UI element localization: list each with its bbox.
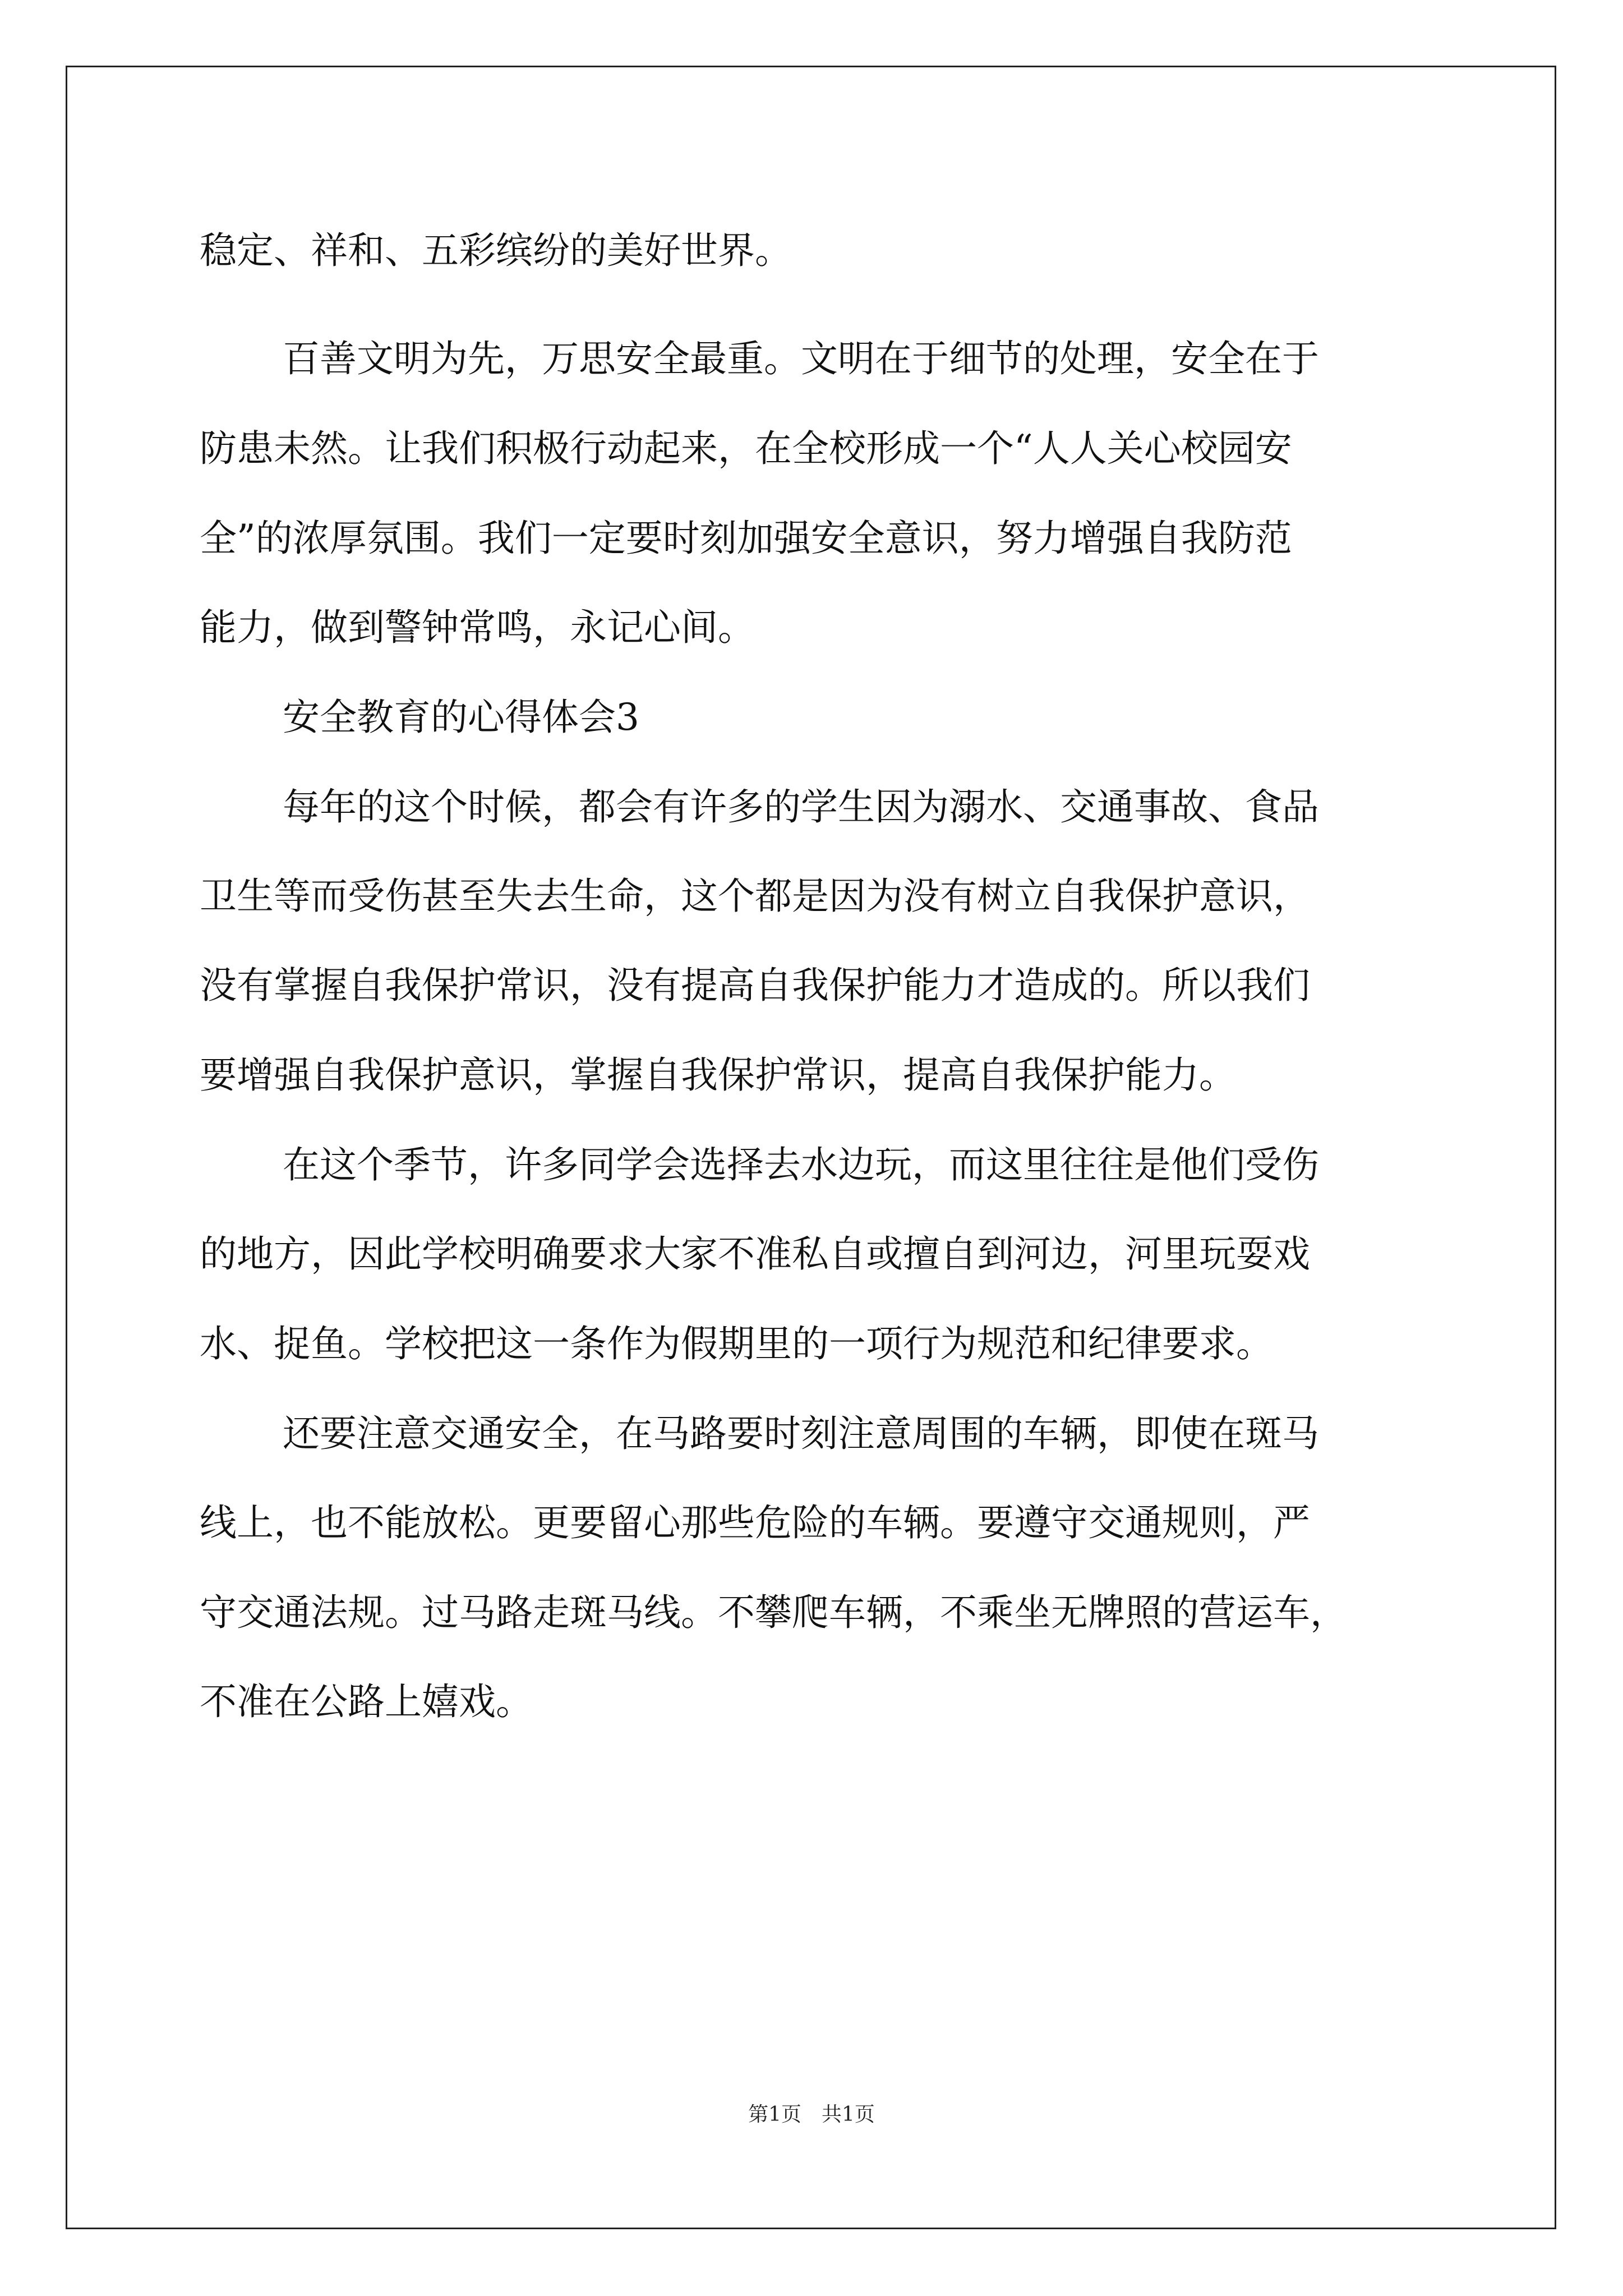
paragraph-line: 线上，也不能放松。更要留心那些危险的车辆。要遵守交通规则，严	[200, 1501, 1310, 1544]
paragraph-line: 防患未然。让我们积极行动起来，在全校形成一个“人人关心校园安	[200, 427, 1292, 470]
page-footer	[0, 2104, 1623, 2126]
page-number-label: 第1页 共1页	[748, 2103, 875, 2126]
paragraph-line: 每年的这个时候，都会有许多的学生因为溺水、交通事故、食品	[283, 785, 1319, 829]
paragraph-line: 的地方，因此学校明确要求大家不准私自或擅自到河边，河里玩耍戏	[200, 1232, 1310, 1276]
paragraph-line: 百善文明为先，万思安全最重。文明在于细节的处理，安全在于	[283, 337, 1319, 380]
paragraph-line: 稳定、祥和、五彩缤纷的美好世界。	[200, 229, 792, 272]
paragraph-line: 没有掌握自我保护常识，没有提高自我保护能力才造成的。所以我们	[200, 964, 1310, 1007]
paragraph-line: 不准在公路上嬉戏。	[200, 1680, 533, 1723]
paragraph-line: 卫生等而受伤甚至失去生命，这个都是因为没有树立自我保护意识，	[200, 875, 1310, 918]
paragraph-line: 能力，做到警钟常鸣，永记心间。	[200, 606, 755, 649]
paragraph-line: 在这个季节，许多同学会选择去水边玩，而这里往往是他们受伤	[283, 1143, 1319, 1186]
paragraph-line: 还要注意交通安全，在马路要时刻注意周围的车辆，即使在斑马	[283, 1412, 1319, 1455]
section-heading: 安全教育的心得体会3	[283, 696, 639, 739]
paragraph-line: 守交通法规。过马路走斑马线。不攀爬车辆，不乘坐无牌照的营运车，	[200, 1591, 1347, 1634]
paragraph-line: 水、捉鱼。学校把这一条作为假期里的一项行为规范和纪律要求。	[200, 1322, 1273, 1365]
paragraph-line: 要增强自我保护意识，掌握自我保护常识，提高自我保护能力。	[200, 1053, 1236, 1097]
paragraph-line: 全”的浓厚氛围。我们一定要时刻加强安全意识，努力增强自我防范	[200, 517, 1292, 560]
